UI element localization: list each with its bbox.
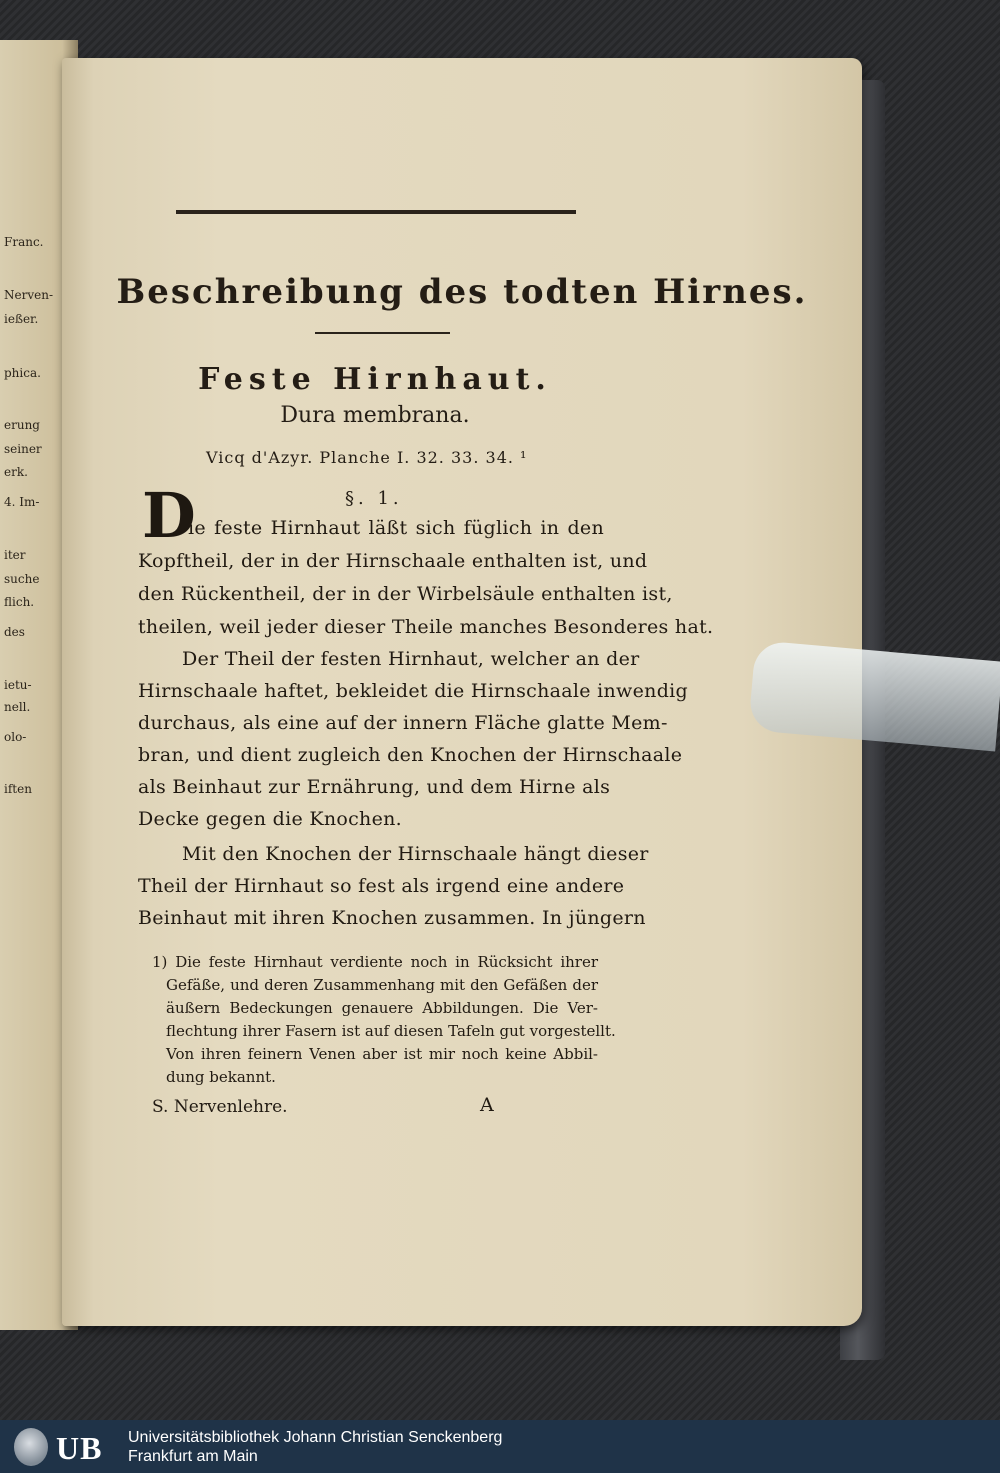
left-fragment: suche [4, 572, 40, 586]
logo-text: UB [56, 1430, 103, 1466]
heading-rule [315, 332, 450, 334]
page-heading: Beschreibung des todten Hirnes. [116, 272, 808, 312]
body-line: Hirnschaale haftet, bekleidet die Hirnschaale inwendig [138, 680, 688, 702]
library-location: Frankfurt am Main [128, 1448, 258, 1465]
latin-name: Dura membrana. [280, 403, 470, 428]
left-fragment: olo- [4, 730, 27, 744]
left-fragment: Nerven- [4, 288, 54, 302]
body-line: Der Theil der festen Hirnhaut, welcher an der [182, 648, 640, 670]
left-fragment: des [4, 625, 25, 639]
left-fragment: erung [4, 418, 40, 432]
body-line: durchaus, als eine auf der innern Fläche glatte Mem- [138, 712, 668, 734]
body-line: Decke gegen die Knochen. [138, 808, 402, 830]
plate-reference: Vicq d'Azyr. Planche I. 32. 33. 34. ¹ [206, 448, 528, 467]
body-line: theilen, weil jeder dieser Theile manches Besonderes hat. [138, 616, 714, 638]
portrait-icon [14, 1428, 48, 1466]
left-fragment: nell. [4, 700, 31, 714]
footnote-line: äußern Bedeckungen genauere Abbildungen. Die Ver- [166, 999, 598, 1017]
left-fragment: iter [4, 548, 26, 562]
body-line: Mit den Knochen der Hirnschaale hängt dieser [182, 843, 649, 865]
library-logo[interactable] [6, 1426, 116, 1468]
top-rule [176, 210, 576, 214]
footnote-line: Von ihren feinern Venen aber ist mir noch keine Abbil- [166, 1045, 598, 1063]
body-line: ie feste Hirnhaut läßt sich füglich in den [188, 517, 604, 539]
body-line: Theil der Hirnhaut so fest als irgend eine andere [138, 875, 625, 897]
body-line: Kopftheil, der in der Hirnschaale enthalten ist, und [138, 550, 648, 572]
left-fragment: Franc. [4, 235, 44, 249]
left-fragment: seiner [4, 442, 42, 456]
footnote-line: 1) Die feste Hirnhaut verdiente noch in Rücksicht ihrer [152, 953, 598, 971]
section-title: Feste Hirnhaut. [198, 362, 552, 397]
signature-mark: A [480, 1094, 494, 1116]
left-fragment: erk. [4, 465, 28, 479]
left-fragment: iften [4, 782, 32, 796]
left-fragment: flich. [4, 595, 35, 609]
left-fragment: ietu- [4, 678, 32, 692]
body-line: als Beinhaut zur Ernährung, und dem Hirne als [138, 776, 611, 798]
left-fragment: phica. [4, 366, 41, 380]
footnote-line: flechtung ihrer Fasern ist auf diesen Tafeln gut vorgestellt. [166, 1022, 616, 1040]
library-name: Universitätsbibliothek Johann Christian Senckenberg [128, 1429, 503, 1446]
paragraph-number: §. 1. [345, 488, 403, 509]
footnote-line: Gefäße, und deren Zusammenhang mit den Gefäßen der [166, 976, 598, 994]
body-line: den Rückentheil, der in der Wirbelsäule enthalten ist, [138, 583, 673, 605]
catchword-title: S. Nervenlehre. [152, 1097, 288, 1117]
left-fragment: ießer. [4, 312, 39, 326]
body-line: Beinhaut mit ihren Knochen zusammen. In jüngern [138, 907, 646, 929]
left-fragment: 4. Im- [4, 495, 40, 509]
drop-cap: D [142, 479, 196, 552]
footnote-line: dung bekannt. [166, 1068, 276, 1086]
body-line: bran, und dient zugleich den Knochen der Hirnschaale [138, 744, 683, 766]
